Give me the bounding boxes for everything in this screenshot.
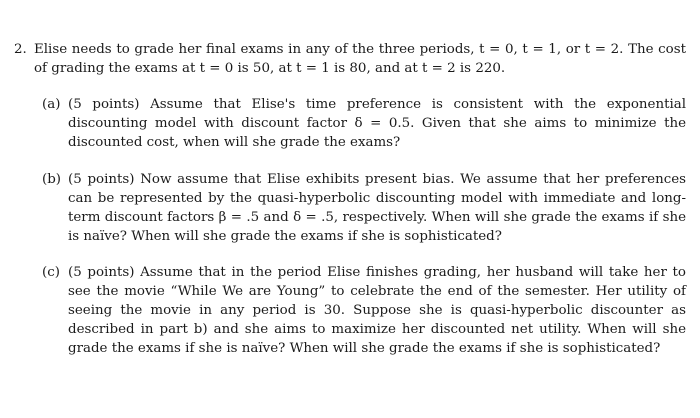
- part-a: [42, 95, 686, 152]
- part-a-text: (5 points) Assume that Elise's time preference is consistent with the exponential discounting model with discount factor δ = 0.5. Given that she aims to minimize the discounted cost, when will she grade the exams?: [68, 97, 686, 150]
- part-b: [42, 170, 686, 246]
- part-b-text: (5 points) Now assume that Elise exhibits present bias. We assume that her preferences can be represented by the quasi-hyperbolic discounting model with immediate and long-term discount factors β = .5 and δ = .5, respectively. When will she grade the exams if she is naïve? When will she grade the exams if she is sophisticated?: [68, 172, 686, 244]
- problem-2: [14, 40, 686, 78]
- problem-header: [14, 40, 686, 78]
- part-c: [42, 263, 686, 358]
- part-a-label: (a): [42, 97, 61, 112]
- part-b-label: (b): [42, 172, 62, 187]
- problem-number: 2.: [14, 42, 27, 57]
- problem-statement: Elise needs to grade her final exams in any of the three periods, t = 0, t = 1, or t = 2. The cost of grading the exams at t = 0 is 50, at t = 1 is 80, and at t = 2 is 220.: [34, 42, 686, 76]
- part-c-label: (c): [42, 265, 60, 280]
- part-c-text: (5 points) Assume that in the period Elise finishes grading, her husband will take her to see the movie “While We are Young” to celebrate the end of the semester. Her utility of seeing the movie in any period is 30. Suppose she is quasi-hyperbolic discounter as described in part b) and she aims to maximize her discounted net utility. When will she grade the exams if she is naïve? When will she grade the exams if she is sophisticated?: [68, 265, 686, 356]
